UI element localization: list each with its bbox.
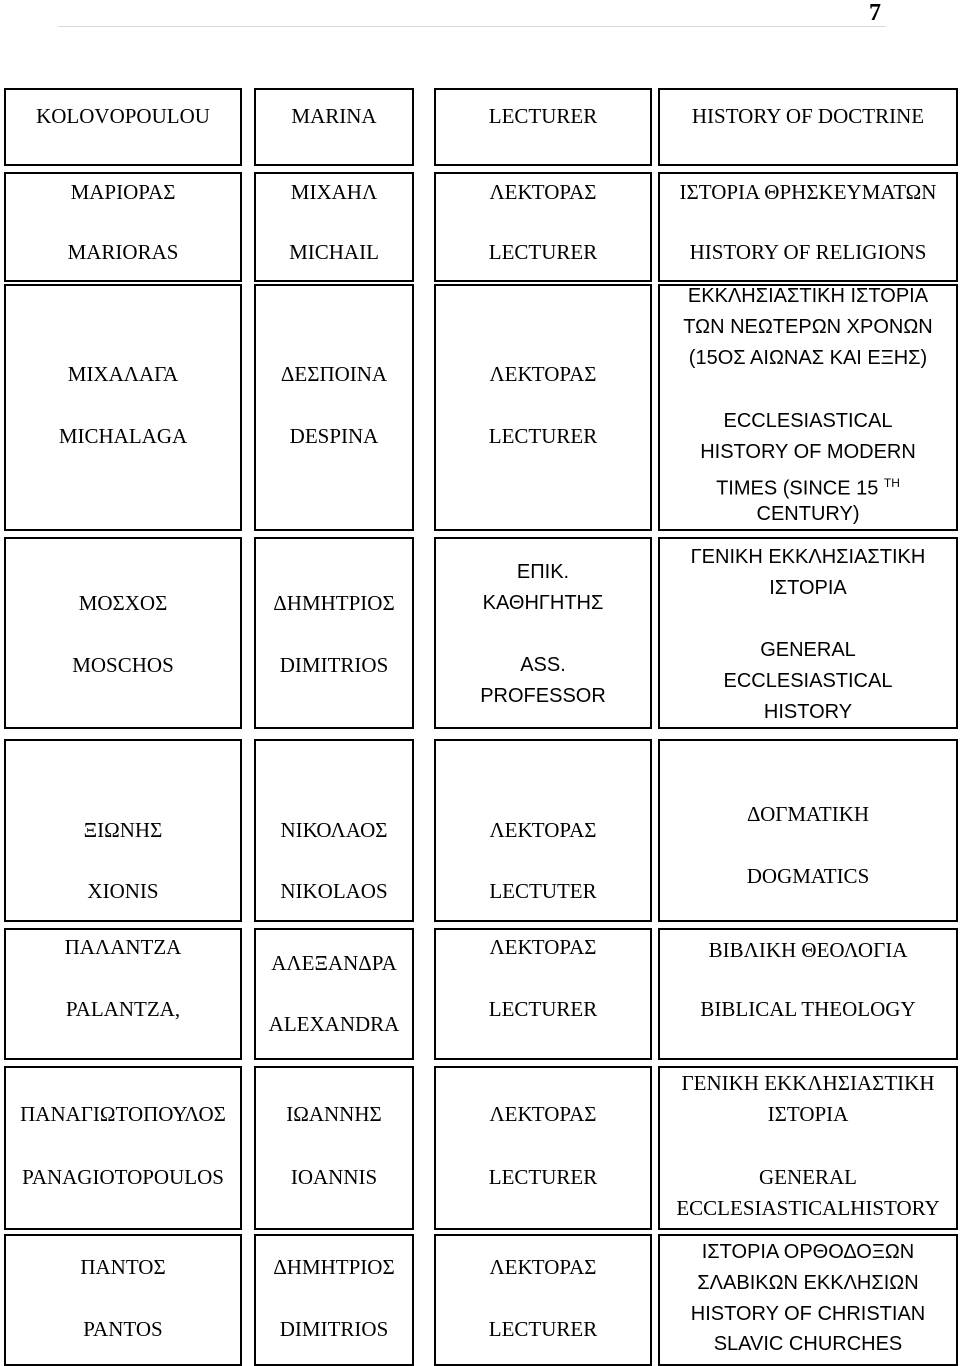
cell-text-line: PROFESSOR (480, 684, 606, 707)
cell-text-line: MICHAIL (289, 239, 379, 264)
table-cell-rank (434, 1234, 652, 1366)
cell-text-line: HISTORY OF DOCTRINE (691, 103, 925, 128)
table-cell-surname (4, 1234, 242, 1366)
table-cell-rank (434, 928, 652, 1060)
cell-text-line: LECTUTER (489, 878, 597, 903)
cell-text-line: ALEXANDRA (268, 1011, 400, 1036)
cell-text-line: ΜΙΧΑΗΛ (290, 179, 378, 204)
cell-text-line: ΜΟΣΧΟΣ (78, 590, 168, 615)
cell-text-line: ΛΕΚΤΟΡΑΣ (489, 179, 597, 204)
cell-text-line: TIMES (SINCE 15 $^{TH}$ (716, 475, 900, 500)
cell-text-line: LECTURER (488, 1316, 598, 1341)
cell-text-line: ECCLESIASTICAL (723, 409, 893, 432)
table-cell-surname (4, 739, 242, 922)
cell-text-line: IOANNIS (290, 1164, 378, 1189)
header-rule (58, 26, 886, 27)
cell-text-line: ΜΑΡΙΟΡΑΣ (70, 179, 176, 204)
table-cell-surname (4, 172, 242, 282)
cell-text-line: ΙΣΤΟΡΙΑ ΘΡΗΣΚΕΥΜΑΤΩΝ (679, 179, 937, 204)
cell-text-line: ΙΣΤΟΡΙΑ ΟΡΘΟΔΟΞΩΝ (701, 1240, 915, 1263)
cell-text-line: ΠΑΝΤΟΣ (80, 1254, 166, 1279)
cell-text-line: KOLOVOPOULOU (36, 103, 210, 128)
cell-text-line: ΤΩΝ ΝΕΩΤΕΡΩΝ ΧΡΟΝΩΝ (683, 315, 933, 338)
cell-text-line: MICHALAGA (58, 423, 188, 448)
cell-text-line: HISTORY OF MODERN (700, 440, 916, 463)
page-number: 7 (869, 0, 881, 26)
cell-text-line: GENERAL (759, 1164, 857, 1189)
cell-text-line: ΣΛΑΒΙΚΩΝ ΕΚΚΛΗΣΙΩΝ (697, 1271, 919, 1294)
table-cell-first-name (254, 537, 414, 729)
table-cell-first-name (254, 1066, 414, 1230)
cell-text-line: ΠΑΛΑΝΤΖΑ (64, 934, 182, 959)
cell-text-line: ΕΚΚΛΗΣΙΑΣΤΙΚΗ ΙΣΤΟΡΙΑ (687, 284, 929, 307)
cell-text-line: XIONIS (87, 878, 159, 903)
cell-text-line: ECCLESIASTICALHISTORY (676, 1195, 940, 1220)
cell-text-line: ΛΕΚΤΟΡΑΣ (489, 1101, 597, 1126)
cell-text-line: ΔΟΓΜΑΤΙΚΗ (746, 801, 870, 826)
table-cell-surname (4, 537, 242, 729)
table-cell-first-name (254, 739, 414, 922)
cell-text-line: LECTURER (488, 996, 598, 1021)
cell-text-line: LECTURER (488, 239, 598, 264)
cell-text-line: SLAVIC CHURCHES (713, 1332, 903, 1355)
table-cell-rank (434, 88, 652, 166)
cell-text-line: ECCLESIASTICAL (723, 669, 893, 692)
cell-text-line: GENERAL (760, 638, 856, 661)
table-cell-rank (434, 739, 652, 922)
table-cell-first-name (254, 88, 414, 166)
cell-text-line: MARIORAS (67, 239, 179, 264)
cell-text-line: ΠΑΝΑΓΙΩΤΟΠΟΥΛΟΣ (20, 1101, 226, 1126)
cell-text-line: ΞΙΩΝΗΣ (83, 817, 163, 842)
table-cell-rank (434, 172, 652, 282)
table-cell-subject (658, 1066, 958, 1230)
table-cell-subject (658, 739, 958, 922)
cell-text-line: ΝΙΚΟΛΑΟΣ (280, 817, 388, 842)
table-cell-first-name (254, 1234, 414, 1366)
cell-text-line: DIMITRIOS (279, 652, 389, 677)
cell-text-line: DOGMATICS (746, 863, 870, 888)
cell-text-line: CENTURY) (756, 502, 860, 525)
table-cell-surname (4, 284, 242, 531)
cell-text-line: ΙΩΑΝΝΗΣ (286, 1101, 382, 1126)
superscript: TH (883, 475, 900, 490)
table-cell-rank (434, 284, 652, 531)
table-cell-subject (658, 537, 958, 729)
cell-text-line: MARINA (291, 103, 377, 128)
cell-text-line: LECTURER (488, 423, 598, 448)
cell-text-line: ΔΕΣΠΟΙΝΑ (280, 361, 388, 386)
table-cell-rank (434, 1066, 652, 1230)
cell-text-line: ΙΣΤΟΡΙΑ (767, 1101, 849, 1126)
table-cell-surname (4, 1066, 242, 1230)
cell-text-line: ASS. (520, 653, 566, 676)
table-cell-subject (658, 1234, 958, 1366)
table-cell-subject (658, 928, 958, 1060)
table-cell-first-name (254, 172, 414, 282)
table-cell-surname (4, 88, 242, 166)
table-cell-subject (658, 88, 958, 166)
cell-text-line: ΚΑΘΗΓΗΤΗΣ (482, 591, 604, 614)
cell-text-line: ΒΙΒΛΙΚΗ ΘΕΟΛΟΓΙΑ (708, 937, 908, 962)
cell-text-line: ΜΙΧΑΛΑΓΑ (67, 361, 179, 386)
cell-text-line: HISTORY OF CHRISTIAN (690, 1302, 926, 1325)
cell-text-line: LECTURER (488, 1164, 598, 1189)
cell-text-line: PANTOS (83, 1316, 163, 1341)
cell-text-line: MOSCHOS (72, 652, 174, 677)
cell-text-line: ΛΕΚΤΟΡΑΣ (489, 1254, 597, 1279)
table-cell-surname (4, 928, 242, 1060)
cell-text-line: ΔΗΜΗΤΡΙΟΣ (273, 590, 395, 615)
cell-text-line: ΓΕΝΙΚΗ ΕΚΚΛΗΣΙΑΣΤΙΚΗ (690, 545, 926, 568)
cell-text-line: PALANTZA, (65, 996, 181, 1021)
table-cell-subject (658, 284, 958, 531)
cell-text-line: NIKOLAOS (280, 878, 388, 903)
cell-text-line: ΛΕΚΤΟΡΑΣ (489, 934, 597, 959)
cell-text-line: BIBLICAL THEOLOGY (700, 996, 916, 1021)
table-cell-rank (434, 537, 652, 729)
cell-text-line: DIMITRIOS (279, 1316, 389, 1341)
cell-text-line: HISTORY OF RELIGIONS (689, 239, 927, 264)
table-cell-first-name (254, 284, 414, 531)
cell-text-line: ΕΠΙΚ. (516, 560, 570, 583)
cell-text-line: ΑΛΕΞΑΝΔΡΑ (271, 950, 397, 975)
cell-text-line: (15ΟΣ ΑΙΩΝΑΣ ΚΑΙ ΕΞΗΣ) (688, 346, 928, 369)
cell-text-line: ΛΕΚΤΟΡΑΣ (489, 361, 597, 386)
table-cell-subject (658, 172, 958, 282)
cell-text-line: ΛΕΚΤΟΡΑΣ (489, 817, 597, 842)
cell-text-line: ΓΕΝΙΚΗ ΕΚΚΛΗΣΙΑΣΤΙΚΗ (681, 1070, 935, 1095)
cell-text-line: ΙΣΤΟΡΙΑ (769, 576, 847, 599)
cell-text-line: HISTORY (763, 700, 853, 723)
cell-text-line: DESPINA (289, 423, 379, 448)
cell-text-line: LECTURER (488, 103, 598, 128)
cell-text-line: ΔΗΜΗΤΡΙΟΣ (273, 1254, 395, 1279)
table-cell-first-name (254, 928, 414, 1060)
cell-text-line: PANAGIOTOPOULOS (22, 1164, 224, 1189)
